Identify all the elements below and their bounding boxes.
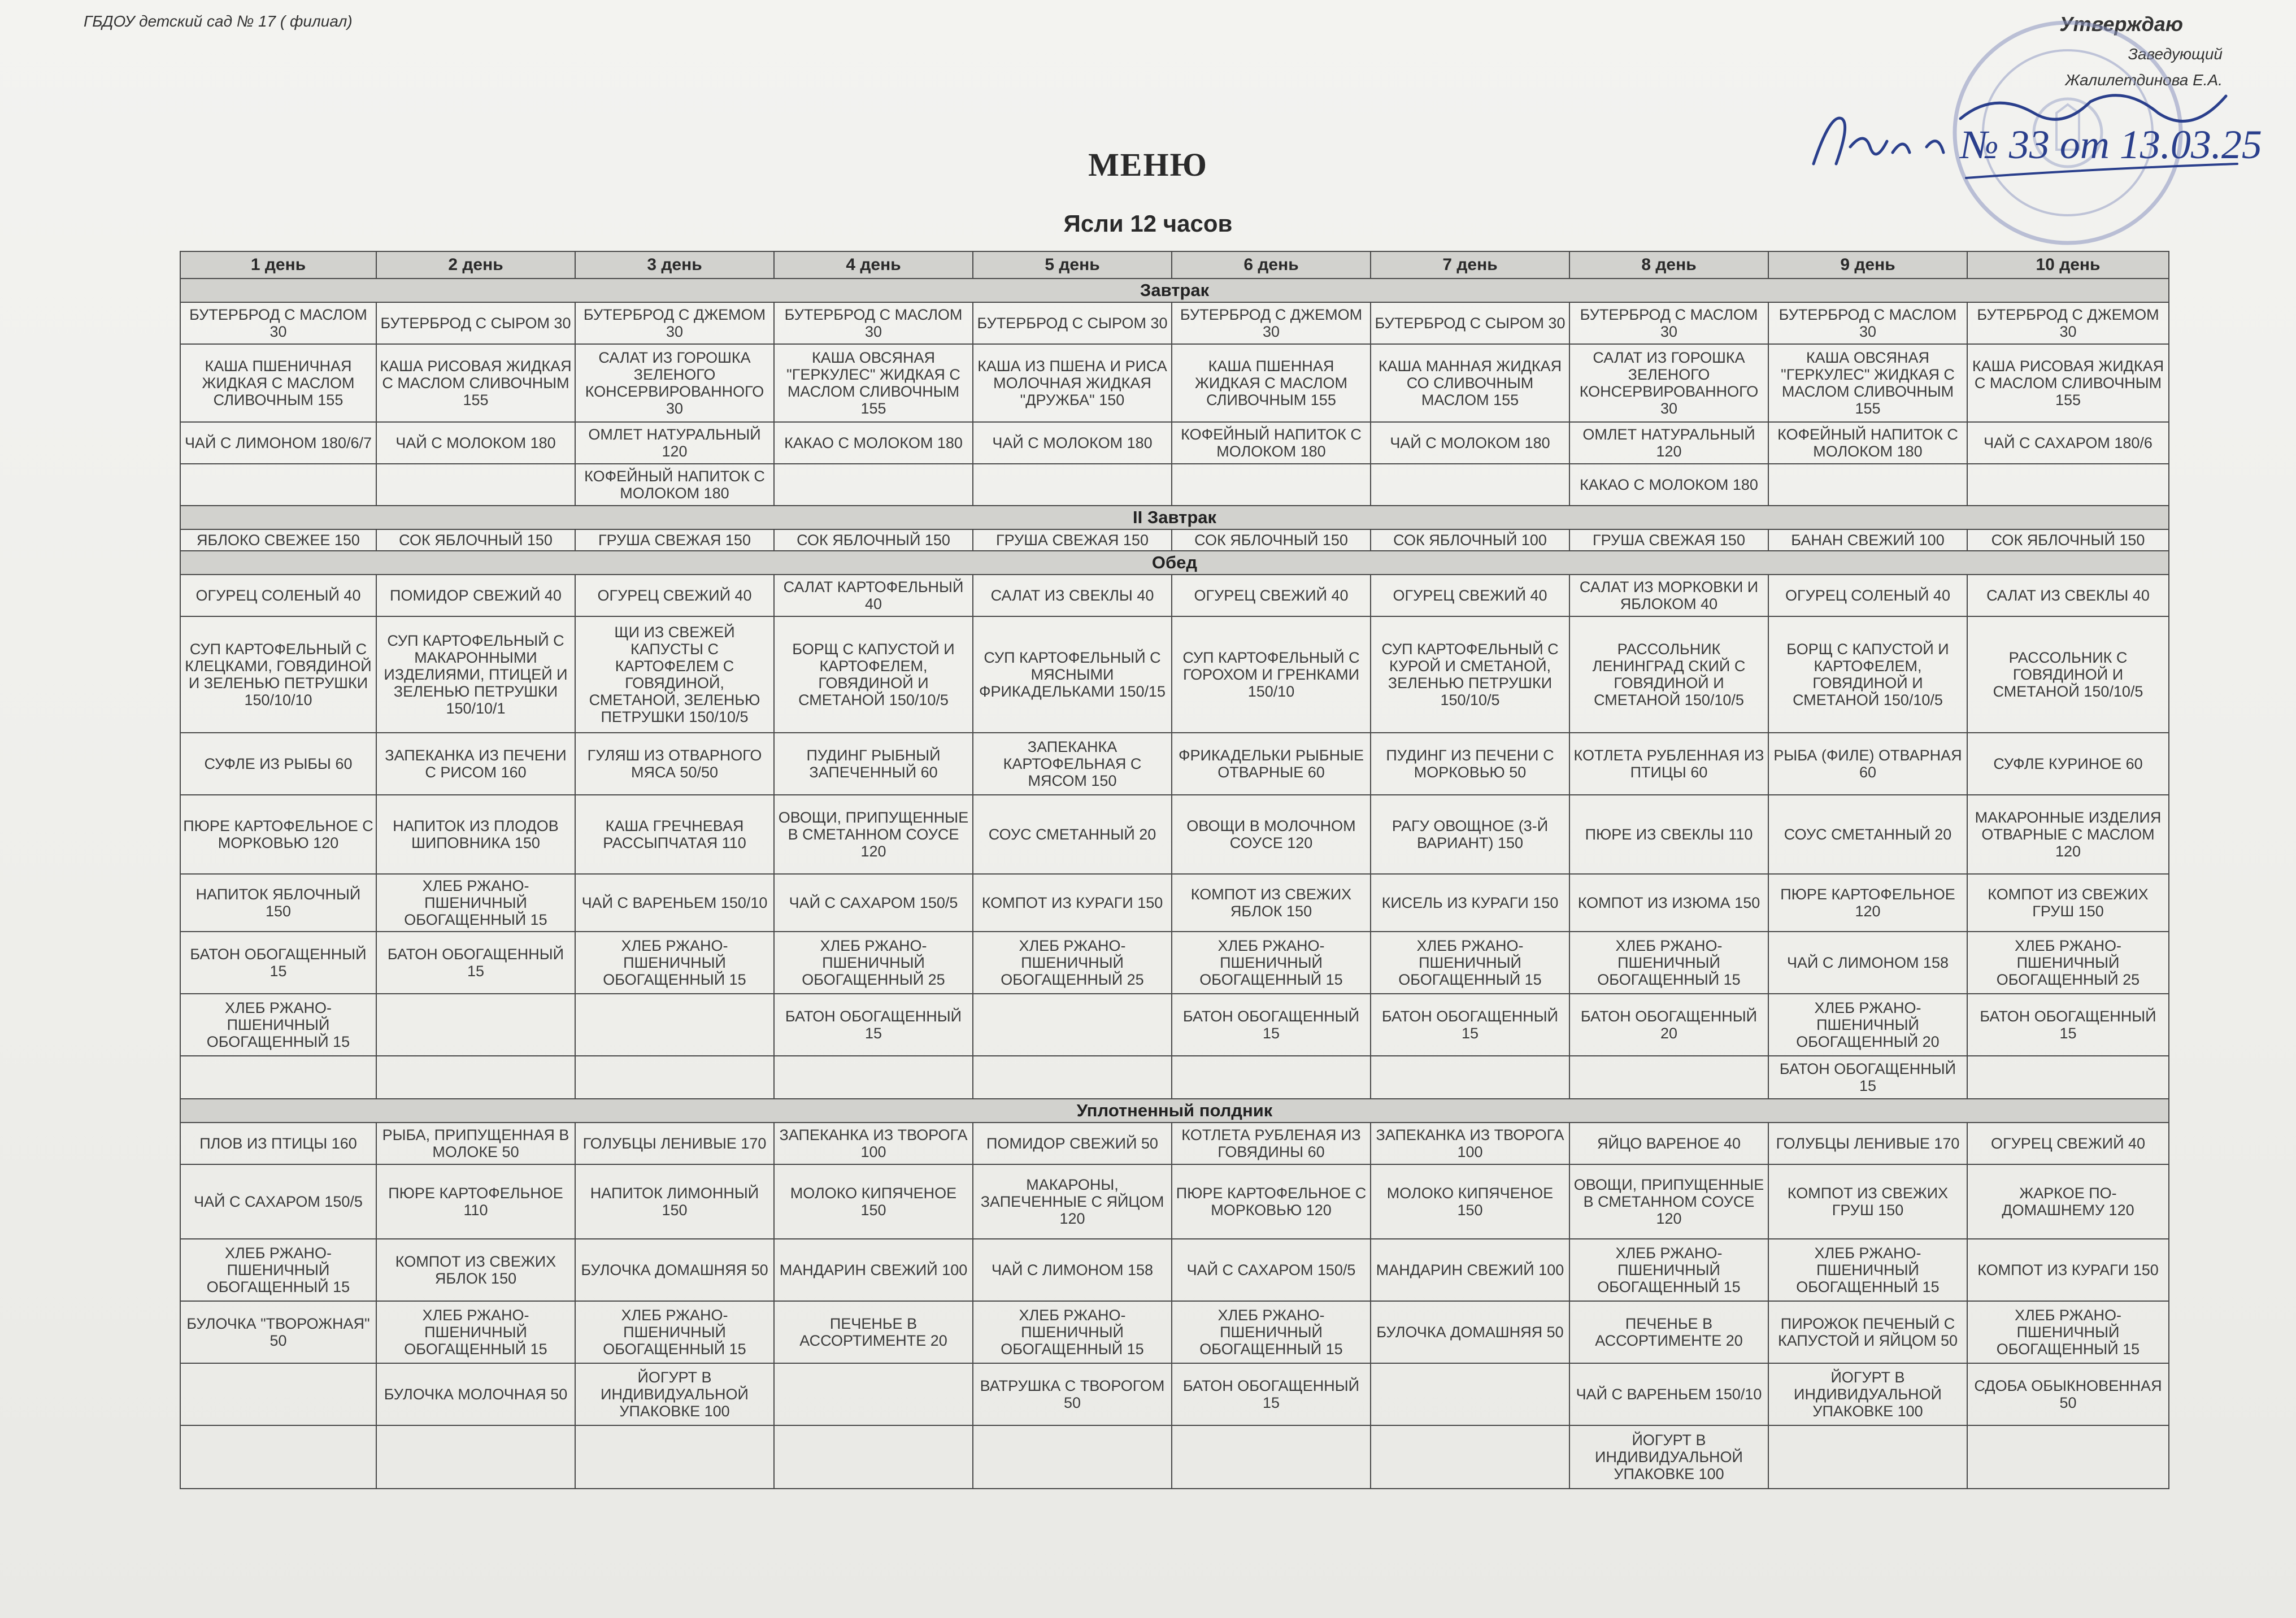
dish-cell bbox=[180, 1056, 376, 1099]
dish-cell bbox=[575, 1425, 774, 1489]
dish-cell: СОК ЯБЛОЧНЫЙ 150 bbox=[774, 529, 973, 551]
dish-cell: НАПИТОК ЯБЛОЧНЫЙ 150 bbox=[180, 874, 376, 932]
dish-cell: ХЛЕБ РЖАНО-ПШЕНИЧНЫЙ ОБОГАЩЕННЫЙ 15 bbox=[180, 994, 376, 1056]
dish-cell: ЗАПЕКАНКА ИЗ ПЕЧЕНИ С РИСОМ 160 bbox=[376, 733, 575, 795]
dish-cell: ЗАПЕКАНКА ИЗ ТВОРОГА 100 bbox=[1371, 1123, 1569, 1164]
dish-cell: БУТЕРБРОД С СЫРОМ 30 bbox=[376, 302, 575, 344]
svg-text:№ 33 от 13.03.25: № 33 от 13.03.25 bbox=[1960, 122, 2262, 167]
dish-cell: КОМПОТ ИЗ КУРАГИ 150 bbox=[973, 874, 1172, 932]
dish-cell: ГОЛУБЦЫ ЛЕНИВЫЕ 170 bbox=[1768, 1123, 1967, 1164]
dish-cell: СУП КАРТОФЕЛЬНЫЙ С МЯСНЫМИ ФРИКАДЕЛЬКАМИ 150/15 bbox=[973, 616, 1172, 733]
approver-position: Заведующий bbox=[2128, 45, 2223, 63]
dish-cell: ХЛЕБ РЖАНО-ПШЕНИЧНЫЙ ОБОГАЩЕННЫЙ 20 bbox=[1768, 994, 1967, 1056]
dish-cell bbox=[1172, 1056, 1371, 1099]
menu-row bbox=[180, 1123, 2169, 1164]
menu-row bbox=[180, 874, 2169, 932]
dish-cell: КАША ПШЕННАЯ ЖИДКАЯ С МАСЛОМ СЛИВОЧНЫМ 155 bbox=[1172, 344, 1371, 422]
dish-cell: САЛАТ ИЗ МОРКОВКИ И ЯБЛОКОМ 40 bbox=[1569, 575, 1768, 616]
day-header: 9 день bbox=[1768, 251, 1967, 279]
dish-cell: МАНДАРИН СВЕЖИЙ 100 bbox=[774, 1239, 973, 1301]
dish-cell: БУТЕРБРОД С ДЖЕМОМ 30 bbox=[575, 302, 774, 344]
menu-row bbox=[180, 1164, 2169, 1239]
dish-cell: ПЛОВ ИЗ ПТИЦЫ 160 bbox=[180, 1123, 376, 1164]
dish-cell: ЧАЙ С ЛИМОНОМ 158 bbox=[973, 1239, 1172, 1301]
dish-cell: КАША ГРЕЧНЕВАЯ РАССЫПЧАТАЯ 110 bbox=[575, 795, 774, 874]
dish-cell: МАКАРОНЫ, ЗАПЕЧЕННЫЕ С ЯЙЦОМ 120 bbox=[973, 1164, 1172, 1239]
dish-cell: ХЛЕБ РЖАНО-ПШЕНИЧНЫЙ ОБОГАЩЕННЫЙ 15 bbox=[376, 874, 575, 932]
dish-cell: КОТЛЕТА РУБЛЕННАЯ ИЗ ПТИЦЫ 60 bbox=[1569, 733, 1768, 795]
section-title: Завтрак bbox=[180, 279, 2169, 302]
dish-cell: ХЛЕБ РЖАНО-ПШЕНИЧНЫЙ ОБОГАЩЕННЫЙ 15 bbox=[575, 1301, 774, 1363]
dish-cell: ОГУРЕЦ СВЕЖИЙ 40 bbox=[575, 575, 774, 616]
dish-cell: ОГУРЕЦ СОЛЕНЫЙ 40 bbox=[1768, 575, 1967, 616]
dish-cell: ПОМИДОР СВЕЖИЙ 40 bbox=[376, 575, 575, 616]
dish-cell bbox=[973, 994, 1172, 1056]
dish-cell: КАША МАННАЯ ЖИДКАЯ СО СЛИВОЧНЫМ МАСЛОМ 155 bbox=[1371, 344, 1569, 422]
dish-cell bbox=[180, 464, 376, 506]
dish-cell: ГУЛЯШ ИЗ ОТВАРНОГО МЯСА 50/50 bbox=[575, 733, 774, 795]
handwritten-signature bbox=[1797, 79, 2271, 203]
dish-cell: ОГУРЕЦ СВЕЖИЙ 40 bbox=[1371, 575, 1569, 616]
dish-cell: БУТЕРБРОД С МАСЛОМ 30 bbox=[1569, 302, 1768, 344]
dish-cell: САЛАТ ИЗ СВЕКЛЫ 40 bbox=[1967, 575, 2169, 616]
dish-cell bbox=[1172, 1425, 1371, 1489]
dish-cell: КОМПОТ ИЗ СВЕЖИХ ГРУШ 150 bbox=[1768, 1164, 1967, 1239]
dish-cell: ХЛЕБ РЖАНО-ПШЕНИЧНЫЙ ОБОГАЩЕННЫЙ 15 bbox=[1569, 932, 1768, 994]
dish-cell: КОМПОТ ИЗ СВЕЖИХ ЯБЛОК 150 bbox=[1172, 874, 1371, 932]
dish-cell: ПЕЧЕНЬЕ В АССОРТИМЕНТЕ 20 bbox=[774, 1301, 973, 1363]
dish-cell: КАКАО С МОЛОКОМ 180 bbox=[1569, 464, 1768, 506]
dish-cell: ЗАПЕКАНКА КАРТОФЕЛЬНАЯ С МЯСОМ 150 bbox=[973, 733, 1172, 795]
dish-cell: СУП КАРТОФЕЛЬНЫЙ С ГОРОХОМ И ГРЕНКАМИ 150/10 bbox=[1172, 616, 1371, 733]
menu-body bbox=[180, 279, 2169, 1489]
dish-cell: БУТЕРБРОД С ДЖЕМОМ 30 bbox=[1967, 302, 2169, 344]
dish-cell: ПЮРЕ КАРТОФЕЛЬНОЕ 110 bbox=[376, 1164, 575, 1239]
dish-cell bbox=[376, 1056, 575, 1099]
dish-cell: ХЛЕБ РЖАНО-ПШЕНИЧНЫЙ ОБОГАЩЕННЫЙ 15 bbox=[376, 1301, 575, 1363]
dish-cell: КОФЕЙНЫЙ НАПИТОК С МОЛОКОМ 180 bbox=[575, 464, 774, 506]
dish-cell: ПУДИНГ ИЗ ПЕЧЕНИ С МОРКОВЬЮ 50 bbox=[1371, 733, 1569, 795]
dish-cell: РАГУ ОВОЩНОЕ (3-Й ВАРИАНТ) 150 bbox=[1371, 795, 1569, 874]
section-header-row bbox=[180, 279, 2169, 302]
dish-cell: ОГУРЕЦ СВЕЖИЙ 40 bbox=[1967, 1123, 2169, 1164]
section-title: Уплотненный полдник bbox=[180, 1099, 2169, 1123]
dish-cell: ХЛЕБ РЖАНО-ПШЕНИЧНЫЙ ОБОГАЩЕННЫЙ 15 bbox=[575, 932, 774, 994]
dish-cell: БАТОН ОБОГАЩЕННЫЙ 15 bbox=[1967, 994, 2169, 1056]
dish-cell bbox=[376, 464, 575, 506]
dish-cell: БУЛОЧКА "ТВОРОЖНАЯ" 50 bbox=[180, 1301, 376, 1363]
menu-row bbox=[180, 1301, 2169, 1363]
dish-cell: САЛАТ ИЗ ГОРОШКА ЗЕЛЕНОГО КОНСЕРВИРОВАННОГО 30 bbox=[575, 344, 774, 422]
dish-cell bbox=[774, 1056, 973, 1099]
dish-cell: ПЮРЕ ИЗ СВЕКЛЫ 110 bbox=[1569, 795, 1768, 874]
dish-cell: ОГУРЕЦ СОЛЕНЫЙ 40 bbox=[180, 575, 376, 616]
document-subtitle: Ясли 12 часов bbox=[1063, 210, 1233, 237]
dish-cell: ЧАЙ С ЛИМОНОМ 180/6/7 bbox=[180, 422, 376, 464]
dish-cell: БАТОН ОБОГАЩЕННЫЙ 15 bbox=[1768, 1056, 1967, 1099]
menu-row bbox=[180, 1363, 2169, 1425]
dish-cell bbox=[1967, 1425, 2169, 1489]
section-header-row bbox=[180, 506, 2169, 529]
dish-cell: КИСЕЛЬ ИЗ КУРАГИ 150 bbox=[1371, 874, 1569, 932]
dish-cell bbox=[774, 1363, 973, 1425]
dish-cell: ПЮРЕ КАРТОФЕЛЬНОЕ С МОРКОВЬЮ 120 bbox=[1172, 1164, 1371, 1239]
dish-cell bbox=[376, 994, 575, 1056]
dish-cell bbox=[1172, 464, 1371, 506]
dish-cell bbox=[774, 1425, 973, 1489]
dish-cell: БАТОН ОБОГАЩЕННЫЙ 15 bbox=[774, 994, 973, 1056]
menu-row bbox=[180, 529, 2169, 551]
dish-cell: СДОБА ОБЫКНОВЕННАЯ 50 bbox=[1967, 1363, 2169, 1425]
dish-cell: ХЛЕБ РЖАНО-ПШЕНИЧНЫЙ ОБОГАЩЕННЫЙ 15 bbox=[1371, 932, 1569, 994]
dish-cell: САЛАТ КАРТОФЕЛЬНЫЙ 40 bbox=[774, 575, 973, 616]
dish-cell: СУФЛЕ КУРИНОЕ 60 bbox=[1967, 733, 2169, 795]
dish-cell bbox=[1967, 1056, 2169, 1099]
dish-cell: КАША РИСОВАЯ ЖИДКАЯ С МАСЛОМ СЛИВОЧНЫМ 155 bbox=[1967, 344, 2169, 422]
dish-cell: СУП КАРТОФЕЛЬНЫЙ С КУРОЙ И СМЕТАНОЙ, ЗЕЛЕНЬЮ ПЕТРУШКИ 150/10/5 bbox=[1371, 616, 1569, 733]
dish-cell: ЧАЙ С САХАРОМ 150/5 bbox=[180, 1164, 376, 1239]
dish-cell: ЩИ ИЗ СВЕЖЕЙ КАПУСТЫ С КАРТОФЕЛЕМ С ГОВЯДИНОЙ, СМЕТАНОЙ, ЗЕЛЕНЬЮ ПЕТРУШКИ 150/10/5 bbox=[575, 616, 774, 733]
dish-cell: МАНДАРИН СВЕЖИЙ 100 bbox=[1371, 1239, 1569, 1301]
dish-cell: ОГУРЕЦ СВЕЖИЙ 40 bbox=[1172, 575, 1371, 616]
dish-cell: ХЛЕБ РЖАНО-ПШЕНИЧНЫЙ ОБОГАЩЕННЫЙ 15 bbox=[1768, 1239, 1967, 1301]
day-header: 3 день bbox=[575, 251, 774, 279]
dish-cell bbox=[575, 1056, 774, 1099]
section-header-row bbox=[180, 1099, 2169, 1123]
dish-cell: ПЮРЕ КАРТОФЕЛЬНОЕ С МОРКОВЬЮ 120 bbox=[180, 795, 376, 874]
dish-cell: ПИРОЖОК ПЕЧЕНЫЙ С КАПУСТОЙ И ЯЙЦОМ 50 bbox=[1768, 1301, 1967, 1363]
dish-cell: СУП КАРТОФЕЛЬНЫЙ С КЛЕЦКАМИ, ГОВЯДИНОЙ И ЗЕЛЕНЬЮ ПЕТРУШКИ 150/10/10 bbox=[180, 616, 376, 733]
dish-cell: МОЛОКО КИПЯЧЕНОЕ 150 bbox=[774, 1164, 973, 1239]
dish-cell: КОФЕЙНЫЙ НАПИТОК С МОЛОКОМ 180 bbox=[1768, 422, 1967, 464]
dish-cell: НАПИТОК ИЗ ПЛОДОВ ШИПОВНИКА 150 bbox=[376, 795, 575, 874]
dish-cell: СОК ЯБЛОЧНЫЙ 150 bbox=[1967, 529, 2169, 551]
menu-row bbox=[180, 616, 2169, 733]
dish-cell: БАТОН ОБОГАЩЕННЫЙ 15 bbox=[180, 932, 376, 994]
dish-cell: ЧАЙ С САХАРОМ 150/5 bbox=[1172, 1239, 1371, 1301]
dish-cell: БУТЕРБРОД С МАСЛОМ 30 bbox=[1768, 302, 1967, 344]
dish-cell: ЧАЙ С САХАРОМ 150/5 bbox=[774, 874, 973, 932]
dish-cell: БУТЕРБРОД С МАСЛОМ 30 bbox=[180, 302, 376, 344]
dish-cell: ВАТРУШКА С ТВОРОГОМ 50 bbox=[973, 1363, 1172, 1425]
dish-cell: БУТЕРБРОД С СЫРОМ 30 bbox=[973, 302, 1172, 344]
dish-cell: САЛАТ ИЗ СВЕКЛЫ 40 bbox=[973, 575, 1172, 616]
dish-cell: ПОМИДОР СВЕЖИЙ 50 bbox=[973, 1123, 1172, 1164]
dish-cell: БУЛОЧКА ДОМАШНЯЯ 50 bbox=[575, 1239, 774, 1301]
dish-cell: ЧАЙ С САХАРОМ 180/6 bbox=[1967, 422, 2169, 464]
dish-cell: КОМПОТ ИЗ ИЗЮМА 150 bbox=[1569, 874, 1768, 932]
dish-cell: СОК ЯБЛОЧНЫЙ 100 bbox=[1371, 529, 1569, 551]
dish-cell: ЙОГУРТ В ИНДИВИДУАЛЬНОЙ УПАКОВКЕ 100 bbox=[575, 1363, 774, 1425]
dish-cell: ЧАЙ С ЛИМОНОМ 158 bbox=[1768, 932, 1967, 994]
dish-cell: ГРУША СВЕЖАЯ 150 bbox=[1569, 529, 1768, 551]
dish-cell: КАША РИСОВАЯ ЖИДКАЯ С МАСЛОМ СЛИВОЧНЫМ 155 bbox=[376, 344, 575, 422]
dish-cell: ГРУША СВЕЖАЯ 150 bbox=[575, 529, 774, 551]
dish-cell: САЛАТ ИЗ ГОРОШКА ЗЕЛЕНОГО КОНСЕРВИРОВАННОГО 30 bbox=[1569, 344, 1768, 422]
dish-cell: КОМПОТ ИЗ СВЕЖИХ ЯБЛОК 150 bbox=[376, 1239, 575, 1301]
dish-cell: ЧАЙ С МОЛОКОМ 180 bbox=[973, 422, 1172, 464]
dish-cell: БАТОН ОБОГАЩЕННЫЙ 20 bbox=[1569, 994, 1768, 1056]
dish-cell: ХЛЕБ РЖАНО-ПШЕНИЧНЫЙ ОБОГАЩЕННЫЙ 25 bbox=[973, 932, 1172, 994]
day-header: 7 день bbox=[1371, 251, 1569, 279]
dish-cell: БУТЕРБРОД С МАСЛОМ 30 bbox=[774, 302, 973, 344]
dish-cell: КОМПОТ ИЗ СВЕЖИХ ГРУШ 150 bbox=[1967, 874, 2169, 932]
dish-cell bbox=[774, 464, 973, 506]
menu-row bbox=[180, 302, 2169, 344]
dish-cell: ХЛЕБ РЖАНО-ПШЕНИЧНЫЙ ОБОГАЩЕННЫЙ 15 bbox=[180, 1239, 376, 1301]
dish-cell bbox=[973, 1425, 1172, 1489]
dish-cell: ОМЛЕТ НАТУРАЛЬНЫЙ 120 bbox=[575, 422, 774, 464]
dish-cell: НАПИТОК ЛИМОННЫЙ 150 bbox=[575, 1164, 774, 1239]
menu-row bbox=[180, 464, 2169, 506]
dish-cell bbox=[180, 1363, 376, 1425]
dish-cell: БУЛОЧКА МОЛОЧНАЯ 50 bbox=[376, 1363, 575, 1425]
day-header: 5 день bbox=[973, 251, 1172, 279]
dish-cell: МАКАРОННЫЕ ИЗДЕЛИЯ ОТВАРНЫЕ С МАСЛОМ 120 bbox=[1967, 795, 2169, 874]
dish-cell: СУФЛЕ ИЗ РЫБЫ 60 bbox=[180, 733, 376, 795]
dish-cell: БАНАН СВЕЖИЙ 100 bbox=[1768, 529, 1967, 551]
dish-cell: ФРИКАДЕЛЬКИ РЫБНЫЕ ОТВАРНЫЕ 60 bbox=[1172, 733, 1371, 795]
dish-cell bbox=[575, 994, 774, 1056]
menu-row bbox=[180, 733, 2169, 795]
dish-cell bbox=[180, 1425, 376, 1489]
dish-cell: КАКАО С МОЛОКОМ 180 bbox=[774, 422, 973, 464]
dish-cell: БОРЩ С КАПУСТОЙ И КАРТОФЕЛЕМ, ГОВЯДИНОЙ И СМЕТАНОЙ 150/10/5 bbox=[774, 616, 973, 733]
dish-cell: ХЛЕБ РЖАНО-ПШЕНИЧНЫЙ ОБОГАЩЕННЫЙ 15 bbox=[1967, 1301, 2169, 1363]
menu-row bbox=[180, 1425, 2169, 1489]
day-header: 2 день bbox=[376, 251, 575, 279]
dish-cell bbox=[973, 1056, 1172, 1099]
dish-cell: ЙОГУРТ В ИНДИВИДУАЛЬНОЙ УПАКОВКЕ 100 bbox=[1768, 1363, 1967, 1425]
dish-cell: ОВОЩИ В МОЛОЧНОМ СОУСЕ 120 bbox=[1172, 795, 1371, 874]
dish-cell bbox=[1967, 464, 2169, 506]
dish-cell: БАТОН ОБОГАЩЕННЫЙ 15 bbox=[376, 932, 575, 994]
menu-row bbox=[180, 932, 2169, 994]
dish-cell: ХЛЕБ РЖАНО-ПШЕНИЧНЫЙ ОБОГАЩЕННЫЙ 15 bbox=[1172, 932, 1371, 994]
menu-row bbox=[180, 1239, 2169, 1301]
dish-cell: ЯЙЦО ВАРЕНОЕ 40 bbox=[1569, 1123, 1768, 1164]
menu-row bbox=[180, 795, 2169, 874]
section-title: II Завтрак bbox=[180, 506, 2169, 529]
dish-cell: ХЛЕБ РЖАНО-ПШЕНИЧНЫЙ ОБОГАЩЕННЫЙ 15 bbox=[973, 1301, 1172, 1363]
dish-cell: ЖАРКОЕ ПО-ДОМАШНЕМУ 120 bbox=[1967, 1164, 2169, 1239]
section-header-row bbox=[180, 551, 2169, 575]
dish-cell: ГРУША СВЕЖАЯ 150 bbox=[973, 529, 1172, 551]
dish-cell: СОУС СМЕТАННЫЙ 20 bbox=[1768, 795, 1967, 874]
dish-cell: РЫБА (ФИЛЕ) ОТВАРНАЯ 60 bbox=[1768, 733, 1967, 795]
dish-cell: КАША ОВСЯНАЯ "ГЕРКУЛЕС" ЖИДКАЯ С МАСЛОМ СЛИВОЧНЫМ 155 bbox=[774, 344, 973, 422]
dish-cell bbox=[1768, 1425, 1967, 1489]
dish-cell: КАША ИЗ ПШЕНА И РИСА МОЛОЧНАЯ ЖИДКАЯ "ДРУЖБА" 150 bbox=[973, 344, 1172, 422]
dish-cell: ЧАЙ С ВАРЕНЬЕМ 150/10 bbox=[575, 874, 774, 932]
menu-row bbox=[180, 344, 2169, 422]
dish-cell: МОЛОКО КИПЯЧЕНОЕ 150 bbox=[1371, 1164, 1569, 1239]
menu-row bbox=[180, 575, 2169, 616]
dish-cell bbox=[376, 1425, 575, 1489]
dish-cell: БУТЕРБРОД С ДЖЕМОМ 30 bbox=[1172, 302, 1371, 344]
dish-cell bbox=[1768, 464, 1967, 506]
dish-cell: ЧАЙ С МОЛОКОМ 180 bbox=[376, 422, 575, 464]
dish-cell: ПУДИНГ РЫБНЫЙ ЗАПЕЧЕННЫЙ 60 bbox=[774, 733, 973, 795]
days-header-row bbox=[180, 251, 2169, 279]
menu-table bbox=[180, 251, 2169, 1489]
dish-cell: БАТОН ОБОГАЩЕННЫЙ 15 bbox=[1172, 1363, 1371, 1425]
menu-row bbox=[180, 1056, 2169, 1099]
dish-cell: ЗАПЕКАНКА ИЗ ТВОРОГА 100 bbox=[774, 1123, 973, 1164]
dish-cell: ОВОЩИ, ПРИПУЩЕННЫЕ В СМЕТАННОМ СОУСЕ 120 bbox=[774, 795, 973, 874]
dish-cell: ГОЛУБЦЫ ЛЕНИВЫЕ 170 bbox=[575, 1123, 774, 1164]
day-header: 4 день bbox=[774, 251, 973, 279]
menu-row bbox=[180, 422, 2169, 464]
section-title: Обед bbox=[180, 551, 2169, 575]
dish-cell: ПЮРЕ КАРТОФЕЛЬНОЕ 120 bbox=[1768, 874, 1967, 932]
dish-cell: ОВОЩИ, ПРИПУЩЕННЫЕ В СМЕТАННОМ СОУСЕ 120 bbox=[1569, 1164, 1768, 1239]
dish-cell: ЯБЛОКО СВЕЖЕЕ 150 bbox=[180, 529, 376, 551]
menu-row bbox=[180, 994, 2169, 1056]
dish-cell: ЧАЙ С МОЛОКОМ 180 bbox=[1371, 422, 1569, 464]
dish-cell: СОУС СМЕТАННЫЙ 20 bbox=[973, 795, 1172, 874]
day-header: 6 день bbox=[1172, 251, 1371, 279]
dish-cell bbox=[1371, 1056, 1569, 1099]
dish-cell: ПЕЧЕНЬЕ В АССОРТИМЕНТЕ 20 bbox=[1569, 1301, 1768, 1363]
dish-cell bbox=[1569, 1056, 1768, 1099]
dish-cell: РЫБА, ПРИПУЩЕННАЯ В МОЛОКЕ 50 bbox=[376, 1123, 575, 1164]
dish-cell: КОМПОТ ИЗ КУРАГИ 150 bbox=[1967, 1239, 2169, 1301]
document-title: МЕНЮ bbox=[1088, 146, 1208, 183]
organization-name: ГБДОУ детский сад № 17 ( филиал) bbox=[84, 12, 353, 30]
dish-cell: СОК ЯБЛОЧНЫЙ 150 bbox=[376, 529, 575, 551]
dish-cell bbox=[973, 464, 1172, 506]
approver-name: Жалилетдинова Е.А. bbox=[2065, 71, 2223, 89]
dish-cell: БОРЩ С КАПУСТОЙ И КАРТОФЕЛЕМ, ГОВЯДИНОЙ И СМЕТАНОЙ 150/10/5 bbox=[1768, 616, 1967, 733]
day-header: 10 день bbox=[1967, 251, 2169, 279]
dish-cell: РАССОЛЬНИК ЛЕНИНГРАД СКИЙ С ГОВЯДИНОЙ И СМЕТАНОЙ 150/10/5 bbox=[1569, 616, 1768, 733]
dish-cell: ХЛЕБ РЖАНО-ПШЕНИЧНЫЙ ОБОГАЩЕННЫЙ 15 bbox=[1172, 1301, 1371, 1363]
dish-cell: КОФЕЙНЫЙ НАПИТОК С МОЛОКОМ 180 bbox=[1172, 422, 1371, 464]
dish-cell: БУТЕРБРОД С СЫРОМ 30 bbox=[1371, 302, 1569, 344]
dish-cell bbox=[1371, 1425, 1569, 1489]
dish-cell: КАША ОВСЯНАЯ "ГЕРКУЛЕС" ЖИДКАЯ С МАСЛОМ СЛИВОЧНЫМ 155 bbox=[1768, 344, 1967, 422]
dish-cell: ЙОГУРТ В ИНДИВИДУАЛЬНОЙ УПАКОВКЕ 100 bbox=[1569, 1425, 1768, 1489]
dish-cell: КОТЛЕТА РУБЛЕНАЯ ИЗ ГОВЯДИНЫ 60 bbox=[1172, 1123, 1371, 1164]
dish-cell: ХЛЕБ РЖАНО-ПШЕНИЧНЫЙ ОБОГАЩЕННЫЙ 25 bbox=[774, 932, 973, 994]
dish-cell: ХЛЕБ РЖАНО-ПШЕНИЧНЫЙ ОБОГАЩЕННЫЙ 25 bbox=[1967, 932, 2169, 994]
dish-cell bbox=[1371, 1363, 1569, 1425]
day-header: 8 день bbox=[1569, 251, 1768, 279]
dish-cell: ЧАЙ С ВАРЕНЬЕМ 150/10 bbox=[1569, 1363, 1768, 1425]
dish-cell: СОК ЯБЛОЧНЫЙ 150 bbox=[1172, 529, 1371, 551]
dish-cell: РАССОЛЬНИК С ГОВЯДИНОЙ И СМЕТАНОЙ 150/10/5 bbox=[1967, 616, 2169, 733]
dish-cell: СУП КАРТОФЕЛЬНЫЙ С МАКАРОННЫМИ ИЗДЕЛИЯМИ, ПТИЦЕЙ И ЗЕЛЕНЬЮ ПЕТРУШКИ 150/10/1 bbox=[376, 616, 575, 733]
approval-heading: Утверждаю bbox=[2059, 12, 2183, 36]
dish-cell bbox=[1371, 464, 1569, 506]
dish-cell: БАТОН ОБОГАЩЕННЫЙ 15 bbox=[1371, 994, 1569, 1056]
dish-cell: БАТОН ОБОГАЩЕННЫЙ 15 bbox=[1172, 994, 1371, 1056]
dish-cell: ОМЛЕТ НАТУРАЛЬНЫЙ 120 bbox=[1569, 422, 1768, 464]
dish-cell: БУЛОЧКА ДОМАШНЯЯ 50 bbox=[1371, 1301, 1569, 1363]
day-header: 1 день bbox=[180, 251, 376, 279]
dish-cell: ХЛЕБ РЖАНО-ПШЕНИЧНЫЙ ОБОГАЩЕННЫЙ 15 bbox=[1569, 1239, 1768, 1301]
dish-cell: КАША ПШЕНИЧНАЯ ЖИДКАЯ С МАСЛОМ СЛИВОЧНЫМ 155 bbox=[180, 344, 376, 422]
